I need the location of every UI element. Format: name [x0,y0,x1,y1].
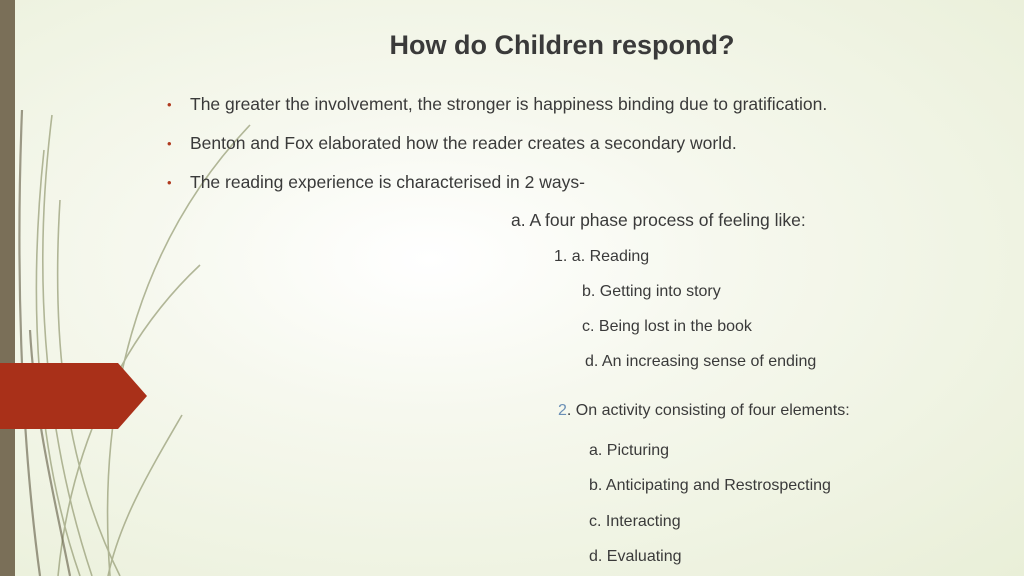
activity-item-3: c. Interacting [589,513,681,530]
bullet-dot-icon: • [167,97,172,112]
red-tab-shape [0,363,147,429]
bullet-text: Benton and Fox elaborated how the reader creates a secondary world. [190,133,737,153]
activity-number: 2 [558,402,567,419]
phase-item-text: a. Reading [571,248,650,265]
slide-title: How do Children respond? [389,30,735,60]
decorative-curves [0,0,260,576]
phase-item-2: b. Getting into story [582,283,721,300]
activity-heading [558,402,850,420]
activity-heading-text: . On activity consisting of four elements: [566,402,850,419]
bullet-dot-icon: • [167,136,172,151]
activity-item-1: a. Picturing [589,442,670,459]
activity-item-2: b. Anticipating and Restrospecting [589,477,831,494]
phase-list-number: 1. [554,248,568,265]
bullet-text: The reading experience is characterised in 2 ways- [190,172,585,192]
way-a-heading: a. A four phase process of feeling like: [511,210,806,230]
phase-item-1 [554,248,649,266]
phase-item-3: c. Being lost in the book [582,318,752,335]
phase-item-4: d. An increasing sense of ending [585,353,817,370]
bullet-text: The greater the involvement, the stronger is happiness binding due to gratification. [190,94,828,114]
bullet-dot-icon: • [167,175,172,190]
activity-item-4: d. Evaluating [589,548,682,565]
